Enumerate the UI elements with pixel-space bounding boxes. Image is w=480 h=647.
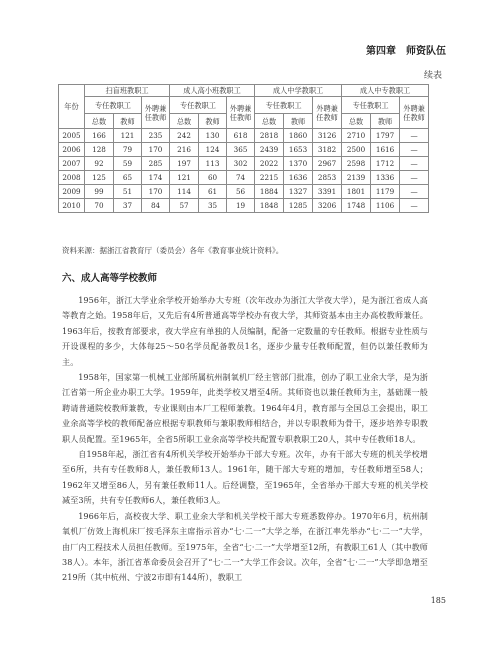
subheader-full-time: 专任教职工 (255, 97, 313, 114)
table-cell: 2710 (342, 129, 371, 143)
table-cell: 35 (199, 199, 227, 213)
table-row (59, 171, 429, 185)
table-cell: 92 (85, 157, 114, 171)
table-cell: 3391 (313, 185, 342, 199)
year-cell: 2007 (59, 157, 85, 171)
table-cell: 285 (142, 157, 170, 171)
year-cell: 2008 (59, 171, 85, 185)
table-cell: 618 (227, 129, 255, 143)
col-total: 总数 (85, 114, 114, 129)
table-cell: 2439 (255, 143, 284, 157)
table-cell: 121 (114, 129, 142, 143)
table-cell: 365 (227, 143, 255, 157)
table-cell: 84 (142, 199, 170, 213)
year-cell: 2010 (59, 199, 85, 213)
col-teacher: 教师 (284, 114, 313, 129)
table-cell: — (400, 199, 429, 213)
table-cell: 1797 (371, 129, 400, 143)
paragraph: 自1958年起，浙江省有4所机关学校开始举办干部大专班。次年，办有干部大专班的机关学校增至6所，共有专任教师8人，兼任教师13人。1961年，随干部大专班的增加，专任教师增至58人；1962年又增至86人，另有兼任教师11人。后经调整，至1965年，全省举办干部大专班的机关学校减至3所，共有专任教师6人，兼任教师3人。 (62, 449, 428, 506)
table-source-note: 资料来源：据浙江省教育厅（委员会）各年《教育事业统计资料》。 (62, 246, 284, 255)
table-row (59, 185, 429, 199)
page-number: 185 (430, 596, 446, 605)
table-cell: 125 (85, 171, 114, 185)
table-cell: 61 (199, 185, 227, 199)
table-cell: 1884 (255, 185, 284, 199)
paragraph: 1966年后，高校夜大学、职工业余大学和机关学校干部大专班悉数停办。1970年6月，杭州制氧机厂仿效上海机床厂按毛泽东主席指示首办“七·二一”大学之举，在浙江率先举办“七·二一”大学，由厂内工程技术人员担任教师。至1975年，全省“七·二一”大学增至12所，有教职工61人（其中教师38人）。本年，浙江省革命委员会召开了“七·二一”大学工作会议。次年，全省“七·二一”大学即急增至219所（其中杭州、宁波2市即有144所），教职工 (62, 510, 428, 583)
col-total: 总数 (255, 114, 284, 129)
year-cell: 2009 (59, 185, 85, 199)
table-cell: 65 (114, 171, 142, 185)
table-cell: 235 (142, 129, 170, 143)
table-cell: 2967 (313, 157, 342, 171)
table-cell: — (400, 171, 429, 185)
table-cell: 2598 (342, 157, 371, 171)
year-header: 年份 (59, 85, 85, 129)
table-cell: 216 (170, 143, 199, 157)
table-cell: 60 (199, 171, 227, 185)
table-cell: 1636 (284, 171, 313, 185)
table-row (59, 143, 429, 157)
table-cell: 302 (227, 157, 255, 171)
table-cell: 1285 (284, 199, 313, 213)
section-title: 六、成人高等学校教师 (62, 273, 158, 284)
table-row (59, 129, 429, 143)
table-cell: 1327 (284, 185, 313, 199)
subheader-full-time: 专任教职工 (342, 97, 400, 114)
table-cell: — (400, 157, 429, 171)
table-cell: — (400, 129, 429, 143)
table-cell: 3126 (313, 129, 342, 143)
table-row (59, 157, 429, 171)
table-cell: 124 (199, 143, 227, 157)
subheader-full-time: 专任教职工 (170, 97, 227, 114)
running-header: 第四章 师资队伍 (366, 46, 446, 57)
table-cell: 37 (114, 199, 142, 213)
table-cell: 242 (170, 129, 199, 143)
group-header: 成人中学教职工 (255, 85, 342, 97)
table-cell: 1653 (284, 143, 313, 157)
table-cell: 170 (142, 185, 170, 199)
table-cell: 121 (170, 171, 199, 185)
table-cell: 113 (199, 157, 227, 171)
table-cell: 2139 (342, 171, 371, 185)
table-cell: 2022 (255, 157, 284, 171)
table-cell: 57 (170, 199, 199, 213)
table-cell: 1848 (255, 199, 284, 213)
table-cell: 1801 (342, 185, 371, 199)
statistics-table (58, 84, 428, 213)
table-cell: 2853 (313, 171, 342, 185)
col-total: 总数 (342, 114, 371, 129)
table-cell: 1179 (371, 185, 400, 199)
table-cell: 3182 (313, 143, 342, 157)
table-cell: 114 (170, 185, 199, 199)
table-cell: 128 (85, 143, 114, 157)
table-cell: 1106 (371, 199, 400, 213)
table-cell: — (400, 185, 429, 199)
table-cell: 197 (170, 157, 199, 171)
table-cell: 170 (142, 143, 170, 157)
table-cell: 51 (114, 185, 142, 199)
table-cell: 1748 (342, 199, 371, 213)
table-cell: 2215 (255, 171, 284, 185)
table-cell: 59 (114, 157, 142, 171)
subheader-external: 外聘兼任教师 (142, 97, 170, 129)
table-cell: 99 (85, 185, 114, 199)
table-cell: 74 (227, 171, 255, 185)
table-cell: 79 (114, 143, 142, 157)
table-cell: 1616 (371, 143, 400, 157)
year-cell: 2005 (59, 129, 85, 143)
col-teacher: 教师 (114, 114, 142, 129)
subheader-external: 外聘兼任教师 (313, 97, 342, 129)
col-total: 总数 (170, 114, 199, 129)
table-cell: 19 (227, 199, 255, 213)
table-cell: 166 (85, 129, 114, 143)
table-row (59, 199, 429, 213)
table-cell: 130 (199, 129, 227, 143)
subheader-full-time: 专任教职工 (85, 97, 142, 114)
table-cell: 3206 (313, 199, 342, 213)
table-cell: 56 (227, 185, 255, 199)
group-header: 成人中专教职工 (342, 85, 429, 97)
table-cell: 174 (142, 171, 170, 185)
table-cell: 2818 (255, 129, 284, 143)
col-teacher: 教师 (371, 114, 400, 129)
group-header: 扫盲班教职工 (85, 85, 170, 97)
year-cell: 2006 (59, 143, 85, 157)
body-text (62, 293, 428, 586)
table-cell: 70 (85, 199, 114, 213)
table-cell: — (400, 143, 429, 157)
subheader-external: 外聘兼任教师 (400, 97, 429, 129)
table-cell: 1712 (371, 157, 400, 171)
col-teacher: 教师 (199, 114, 227, 129)
paragraph: 1956年，浙江大学业余学校开始举办大专班（次年改办为浙江大学夜大学），是为浙江省成人高等教育之始。1958年后，又先后有4所普通高等学校办有夜大学，其师资基本由主办高校教师兼任。1963年后，按教育部要求，夜大学应有单独的人员编制，配备一定数量的专任教师。根据专业性质与开设课程的多少，大体每25～50名学员配备教员1名，逐步少量专任教师配置，但仍以兼任教师为主。 (62, 295, 428, 367)
table-cell: 1336 (371, 171, 400, 185)
group-header: 成人高小班教职工 (170, 85, 255, 97)
subheader-external: 外聘兼任教师 (227, 97, 255, 129)
table-cell: 2500 (342, 143, 371, 157)
paragraph: 1958年，国家第一机械工业部所属杭州制氧机厂经主管部门批准，创办了职工业余大学，是为浙江省第一所企业办职工大学。1959年，此类学校又增至4所。其师资也以兼任教师为主，基础课一般聘请普通院校教师兼教，专业课则由本厂工程师兼教。1964年4月，教育部与全国总工会提出，职工业余高等学校的教师配备应根据专职教师与兼职教师相结合，并以专职教师为骨干，逐步培养专职教职人员配置。至1965年，全省5所职工业余高等学校共配置专职教职工20人，其中专任教师18人。 (62, 372, 428, 444)
table-continued-label: 续表 (423, 71, 442, 81)
table-cell: 1860 (284, 129, 313, 143)
table-cell: 1370 (284, 157, 313, 171)
